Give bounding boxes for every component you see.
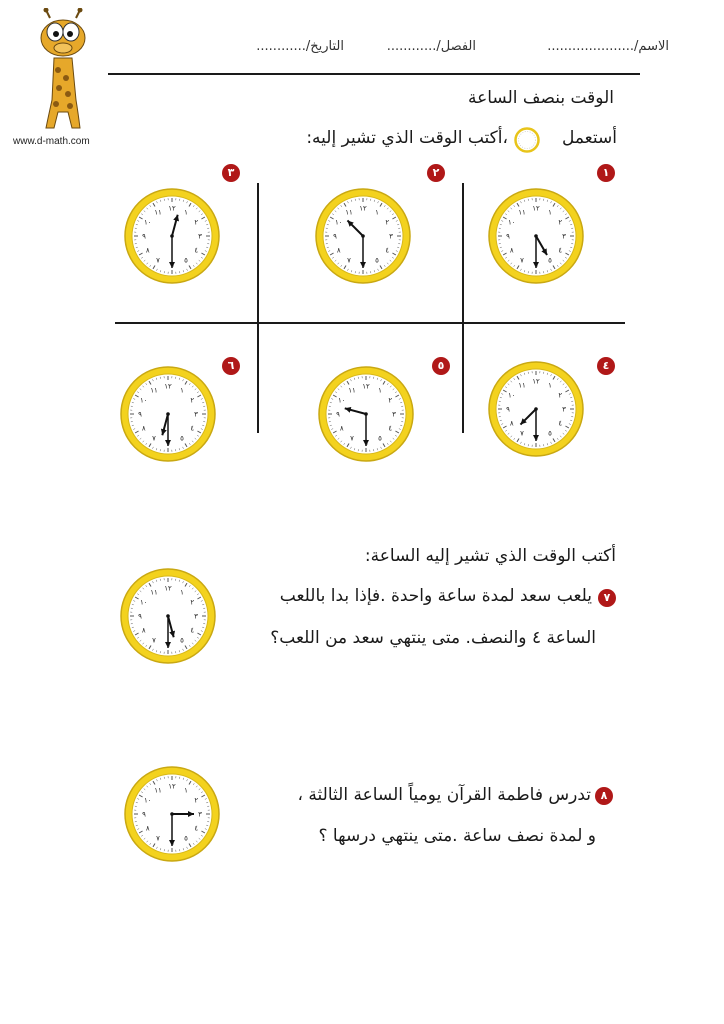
clock-numeral: ٢ <box>190 396 195 405</box>
clock-2 <box>313 186 413 286</box>
clock-numeral: ١٠ <box>507 218 516 227</box>
badge-7: ٧ <box>598 589 616 607</box>
clock-numeral: ١ <box>548 208 552 217</box>
clock-numeral: ١٢ <box>164 584 172 593</box>
clock-numeral: ٣ <box>392 410 396 419</box>
badge-1: ١ <box>597 164 615 182</box>
date-field-label: التاريخ/............ <box>256 39 344 54</box>
q8-line2: و لمدة نصف ساعة .متى ينتهي درسها ؟ <box>318 826 596 846</box>
clock-numeral: ١٠ <box>334 218 343 227</box>
clock-face <box>118 364 218 464</box>
clock-numeral: ١ <box>184 786 188 795</box>
q7-line2: الساعة ٤ والنصف. متى ينتهي سعد من اللعب؟ <box>270 628 596 648</box>
clock-numeral: ٤ <box>190 626 195 635</box>
clock-numeral: ٢ <box>558 391 563 400</box>
grid-horizontal-line <box>115 322 625 324</box>
clock-numeral: ٨ <box>145 824 150 833</box>
clock-numeral: ٧ <box>156 256 160 265</box>
clock-7 <box>118 566 218 666</box>
clock-numeral: ٢ <box>190 598 195 607</box>
section2-title: أكتب الوقت الذي تشير إليه الساعة: <box>364 546 616 566</box>
clock-numeral: ١٠ <box>143 218 152 227</box>
clock-numeral: ١ <box>378 386 382 395</box>
clock-numeral: ٥ <box>180 434 184 443</box>
clock-numeral: ٢ <box>385 218 390 227</box>
badge-2: ٢ <box>427 164 445 182</box>
clock-numeral: ١١ <box>518 208 526 217</box>
clock-numeral: ٩ <box>506 232 510 241</box>
clock-numeral: ١٢ <box>168 204 176 213</box>
clock-numeral: ١٢ <box>168 782 176 791</box>
clock-numeral: ٣ <box>562 405 566 414</box>
clock-face <box>316 364 416 464</box>
clock-8 <box>122 764 222 864</box>
clock-numeral: ١١ <box>518 381 526 390</box>
clock-numeral: ١١ <box>348 386 356 395</box>
clock-numeral: ١٢ <box>532 204 540 213</box>
clock-numeral: ٨ <box>141 424 146 433</box>
clock-numeral: ١٢ <box>362 382 370 391</box>
clock-numeral: ١ <box>184 208 188 217</box>
clock-face <box>122 764 222 864</box>
clock-numeral: ١١ <box>150 588 158 597</box>
clock-numeral: ٢ <box>194 796 199 805</box>
giraffe-logo <box>28 8 98 130</box>
clock-numeral: ١٠ <box>139 396 148 405</box>
clock-numeral: ١١ <box>154 208 162 217</box>
clock-numeral: ٧ <box>520 256 524 265</box>
clock-numeral: ٨ <box>145 246 150 255</box>
clock-numeral: ٤ <box>388 424 393 433</box>
clock-numeral: ٩ <box>138 410 142 419</box>
clock-numeral: ٤ <box>558 419 563 428</box>
clock-numeral: ٩ <box>506 405 510 414</box>
clock-numeral: ١٢ <box>532 377 540 386</box>
clock-numeral: ١٠ <box>139 598 148 607</box>
clock-numeral: ١١ <box>154 786 162 795</box>
q7-line1: يلعب سعد لمدة ساعة واحدة .فإذا بدا باللعب <box>279 586 592 606</box>
clock-numeral: ٣ <box>194 410 198 419</box>
clock-numeral: ٣ <box>562 232 566 241</box>
clock-numeral: ٨ <box>509 419 514 428</box>
clock-face <box>486 186 586 286</box>
clock-numeral: ٧ <box>156 834 160 843</box>
clock-numeral: ٥ <box>375 256 379 265</box>
clock-6 <box>118 364 218 464</box>
clock-numeral: ٢ <box>194 218 199 227</box>
clock-numeral: ١ <box>375 208 379 217</box>
grid-vertical-line-left <box>257 183 259 433</box>
clock-1 <box>486 186 586 286</box>
clock-numeral: ٨ <box>509 246 514 255</box>
clock-numeral: ٥ <box>378 434 382 443</box>
clock-numeral: ٨ <box>141 626 146 635</box>
clock-face <box>118 566 218 666</box>
clock-numeral: ٩ <box>333 232 337 241</box>
clock-numeral: ٧ <box>347 256 351 265</box>
clock-numeral: ٣ <box>389 232 393 241</box>
clock-numeral: ٢ <box>558 218 563 227</box>
clock-numeral: ١٢ <box>164 382 172 391</box>
small-clock-icon <box>514 127 540 153</box>
badge-3: ٣ <box>222 164 240 182</box>
clock-numeral: ٣ <box>194 612 198 621</box>
badge-5: ٥ <box>432 357 450 375</box>
instruction-after: ،أكتب الوقت الذي تشير إليه: <box>306 128 508 148</box>
clock-numeral: ٥ <box>184 256 188 265</box>
instruction-before: أستعمل <box>561 128 617 148</box>
clock-numeral: ٥ <box>548 429 552 438</box>
clock-numeral: ٨ <box>339 424 344 433</box>
clock-numeral: ٩ <box>336 410 340 419</box>
clock-numeral: ٧ <box>350 434 354 443</box>
clock-numeral: ٥ <box>548 256 552 265</box>
clock-numeral: ٣ <box>198 232 202 241</box>
clock-numeral: ٥ <box>180 636 184 645</box>
clock-numeral: ١٢ <box>359 204 367 213</box>
clock-5 <box>316 364 416 464</box>
clock-numeral: ٧ <box>152 636 156 645</box>
clock-numeral: ٣ <box>198 810 202 819</box>
clock-4 <box>486 359 586 459</box>
badge-8: ٨ <box>595 787 613 805</box>
clock-numeral: ١ <box>180 386 184 395</box>
logo-url: www.d-math.com <box>13 136 90 147</box>
badge-6: ٦ <box>222 357 240 375</box>
clock-numeral: ٤ <box>385 246 390 255</box>
clock-face <box>486 359 586 459</box>
clock-numeral: ٤ <box>190 424 195 433</box>
clock-numeral: ٤ <box>194 246 199 255</box>
clock-numeral: ١١ <box>345 208 353 217</box>
clock-numeral: ١٠ <box>507 391 516 400</box>
class-field-label: الفصل/............ <box>386 39 476 54</box>
clock-numeral: ١ <box>180 588 184 597</box>
name-field-label: الاسم/..................... <box>547 39 669 54</box>
clock-numeral: ٨ <box>336 246 341 255</box>
clock-numeral: ١١ <box>150 386 158 395</box>
clock-numeral: ١ <box>548 381 552 390</box>
clock-3 <box>122 186 222 286</box>
clock-numeral: ٧ <box>520 429 524 438</box>
page-title: الوقت بنصف الساعة <box>467 88 614 108</box>
clock-numeral: ٧ <box>152 434 156 443</box>
header-divider <box>108 73 640 75</box>
clock-numeral: ٩ <box>142 232 146 241</box>
q8-line1: تدرس فاطمة القرآن يومياً الساعة الثالثة ، <box>297 785 591 805</box>
clock-numeral: ١٠ <box>337 396 346 405</box>
clock-face <box>122 186 222 286</box>
badge-4: ٤ <box>597 357 615 375</box>
clock-numeral: ١٠ <box>143 796 152 805</box>
clock-numeral: ٢ <box>388 396 393 405</box>
clock-numeral: ٤ <box>558 246 563 255</box>
clock-numeral: ٩ <box>138 612 142 621</box>
clock-numeral: ٤ <box>194 824 199 833</box>
grid-vertical-line-right <box>462 183 464 433</box>
clock-numeral: ٩ <box>142 810 146 819</box>
clock-numeral: ٥ <box>184 834 188 843</box>
clock-face <box>313 186 413 286</box>
